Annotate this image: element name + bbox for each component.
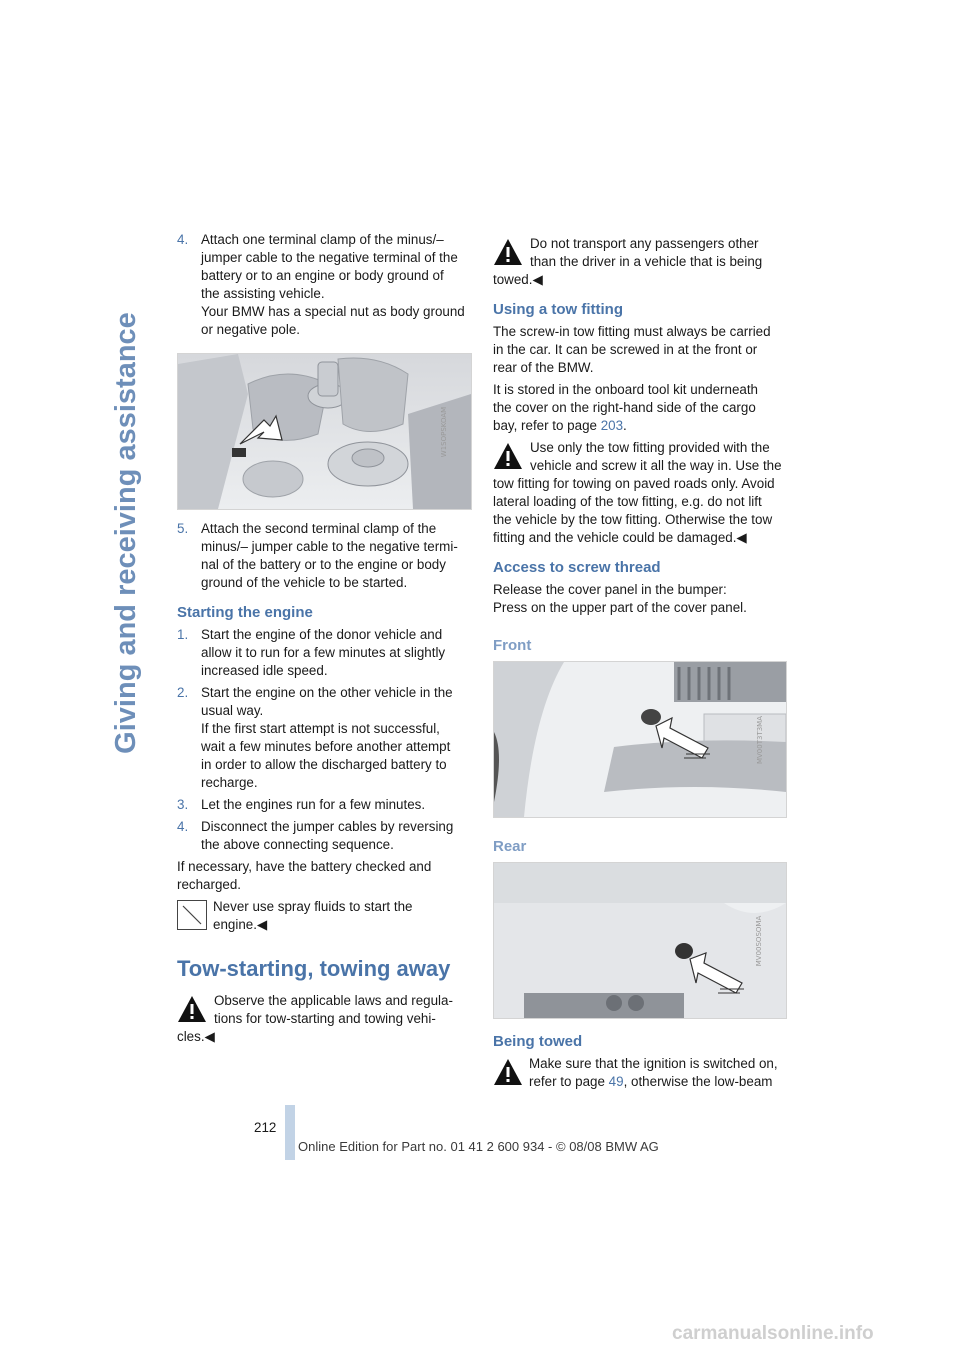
text-line: the cover on the right-hand side of the cargo [493, 400, 756, 415]
right-column [493, 231, 786, 1099]
rear-bumper-figure [493, 862, 787, 1019]
step-line: minus/– jumper cable to the negative termi- [201, 539, 458, 554]
chapter-title: Giving and receiving assistance [110, 312, 142, 754]
being-towed-heading: Being towed [493, 1033, 583, 1050]
starting-engine-steps [177, 626, 472, 854]
figure-code: MV00T3T3MA [755, 715, 764, 764]
step-line: the above connecting sequence. [201, 837, 394, 852]
note-line: Use only the tow fitting provided with the [530, 440, 770, 455]
footer-edition: Online Edition for Part no. 01 41 2 600 934 - © 08/08 BMW AG [298, 1139, 659, 1154]
page-203-link[interactable]: 203 [600, 418, 624, 433]
step-line: If the first start attempt is not successful, [201, 721, 440, 736]
rear-heading: Rear [493, 838, 527, 855]
tow-fitting-warning [493, 439, 786, 547]
text-fragment: refer to page [529, 1074, 609, 1089]
note-line: vehicle and screw it all the way in. Use the [530, 458, 782, 473]
starting-engine-heading: Starting the engine [177, 604, 313, 621]
jumper-steps-continued [177, 231, 472, 339]
step-5-second-clamp [177, 520, 472, 592]
note-line [529, 1073, 786, 1091]
figure-code: MV00SOSOMA [754, 915, 763, 966]
text-line: Release the cover panel in the bumper: [493, 582, 727, 597]
text-line: The screw-in tow fitting must always be carried [493, 324, 771, 339]
start-step-4 [177, 818, 472, 854]
start-step-1 [177, 626, 472, 680]
warning-icon [177, 994, 207, 1024]
left-column [177, 231, 472, 1054]
step-line: jumper cable to the negative terminal of the [201, 250, 458, 265]
step-number: 1. [177, 627, 189, 642]
step-line: Your BMW has a special nut as body ground [201, 304, 465, 319]
note-line: Observe the applicable laws and regula- [214, 993, 453, 1008]
step-line: Disconnect the jumper cables by reversing [201, 819, 454, 834]
tow-fitting-heading: Using a tow fitting [493, 301, 623, 318]
text-fragment: . [623, 418, 627, 433]
step-line: in order to allow the discharged battery to [201, 757, 447, 772]
note-line: Do not transport any passengers other [530, 236, 759, 251]
access-paragraph [493, 581, 786, 617]
step-4-attach-clamp [177, 231, 472, 339]
spray-fluid-note [177, 898, 472, 934]
step-line: wait a few minutes before another attempt [201, 739, 451, 754]
jumper-step-5 [177, 520, 472, 592]
page-number: 212 [254, 1120, 277, 1135]
access-screw-thread-heading: Access to screw thread [493, 559, 661, 576]
front-heading: Front [493, 637, 532, 654]
tow-fitting-paragraph-2 [493, 381, 786, 435]
note-line: Make sure that the ignition is switched on, [529, 1056, 778, 1071]
page-49-link[interactable]: 49 [608, 1074, 624, 1089]
step-line: battery or to an engine or body ground of [201, 268, 444, 283]
text-line: If necessary, have the battery checked and [177, 859, 432, 874]
figure-code: W1SOPSKOAM [439, 406, 448, 457]
text-line: in the car. It can be screwed in at the front or [493, 342, 758, 357]
chapter-side-tab [100, 228, 152, 838]
step-line: allow it to run for a few minutes at slightly [201, 645, 446, 660]
note-icon [177, 900, 207, 930]
step-line: the assisting vehicle. [201, 286, 325, 301]
note-line: engine.◀ [213, 917, 268, 932]
start-step-3 [177, 796, 472, 814]
note-line: tow fitting for towing on paved roads only. Avoid [493, 476, 775, 491]
engine-bay-illustration [178, 354, 471, 509]
text-fragment: , otherwise the low-beam [623, 1074, 773, 1089]
front-bumper-illustration [494, 662, 786, 817]
note-line: the vehicle by the tow fitting. Otherwise the tow [493, 512, 773, 527]
text-line: Press on the upper part of the cover panel. [493, 600, 747, 615]
engine-bay-figure [177, 353, 472, 510]
step-line: Attach one terminal clamp of the minus/– [201, 232, 444, 247]
note-line: than the driver in a vehicle that is being [530, 254, 763, 269]
note-line: Never use spray fluids to start the [213, 899, 413, 914]
step-line: Start the engine of the donor vehicle and [201, 627, 443, 642]
note-line: tions for tow-starting and towing vehi- [214, 1011, 436, 1026]
start-step-2 [177, 684, 472, 792]
rear-bumper-illustration [494, 863, 786, 1018]
passenger-warning [493, 235, 786, 289]
note-line: cles.◀ [177, 1029, 215, 1044]
text-line: rear of the BMW. [493, 360, 594, 375]
step-number: 2. [177, 685, 189, 700]
footer-accent-bar [285, 1105, 295, 1160]
note-line: towed.◀ [493, 272, 543, 287]
note-line: fitting and the vehicle could be damaged.◀ [493, 530, 747, 545]
note-line: lateral loading of the tow fitting, e.g. do not lift [493, 494, 762, 509]
text-line: It is stored in the onboard tool kit underneath [493, 382, 759, 397]
step-line: or negative pole. [201, 322, 301, 337]
battery-check-paragraph [177, 858, 472, 894]
front-bumper-figure [493, 661, 787, 818]
warning-icon [493, 1057, 523, 1087]
text-line [493, 417, 786, 435]
ignition-warning [493, 1055, 786, 1091]
step-line: ground of the vehicle to be started. [201, 575, 408, 590]
tow-fitting-paragraph-1 [493, 323, 786, 377]
step-line: Start the engine on the other vehicle in the [201, 685, 453, 700]
step-line: usual way. [201, 703, 264, 718]
step-line: Let the engines run for a few minutes. [201, 797, 426, 812]
step-line: Attach the second terminal clamp of the [201, 521, 437, 536]
site-watermark: carmanualsonline.info [672, 1323, 874, 1344]
step-number: 4. [177, 232, 189, 247]
step-number: 4. [177, 819, 189, 834]
text-line: recharged. [177, 877, 242, 892]
tow-laws-warning [177, 992, 472, 1046]
step-line: recharge. [201, 775, 258, 790]
step-number: 5. [177, 521, 189, 536]
step-number: 3. [177, 797, 189, 812]
text-fragment: bay, refer to page [493, 418, 601, 433]
step-line: increased idle speed. [201, 663, 328, 678]
step-line: nal of the battery or to the engine or body [201, 557, 446, 572]
warning-icon [493, 237, 523, 267]
tow-starting-heading: Tow-starting, towing away [177, 956, 451, 981]
warning-icon [493, 441, 523, 471]
